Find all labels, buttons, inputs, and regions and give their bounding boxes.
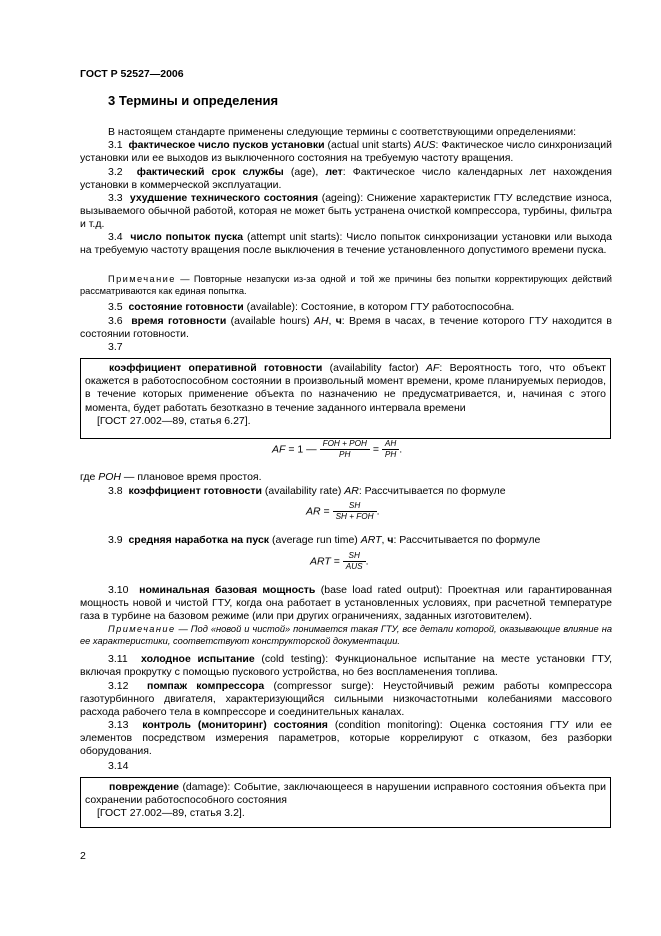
note-2: Примечание — Под «новой и чистой» понимается такая ГТУ, все детали которой, оказывающие влияние на ее характеристики, соответствуют конструкторской документации.: [80, 624, 612, 646]
term-3-9: 3.9 средняя наработка на пуск (average run time) ART, ч: Рассчитывается по формуле: [108, 534, 541, 546]
term-3-8: 3.8 коэффициент готовности (availability rate) AR: Рассчитывается по формуле: [108, 485, 506, 497]
term-3-5: 3.5 состояние готовности (available): Состояние, в котором ГТУ работоспособна.: [108, 301, 515, 313]
term-3-14-reference: [ГОСТ 27.002—89, статья 3.2].: [97, 807, 245, 820]
formula-ar: AR = $\frac{SH}{\text{SH + FOH}}$ .: [306, 501, 380, 521]
term-3-7-definition: коэффициент оперативной готовности (availability factor) AF: Вероятность того, что объект окажется в работоспособном состоянии в произвольный момент времени, кроме планируемых периодов, в течение которых применение объекта по назначению не предусматривается, и, начиная с этого момента, будет работать безотказно в течение заданного интервала времени: [85, 362, 606, 414]
fraction-ah-ph: $\frac{AH}{PH}$: [382, 439, 399, 460]
intro-paragraph: В настоящем стандарте применены следующие термины с соответствующими определениями:: [108, 126, 577, 138]
fraction-foh-poh: $\frac{\text{FOH + POH}}{PH}$: [320, 439, 370, 460]
term-3-12: 3.12 помпаж компрессора (compressor surge): Неустойчивый режим работы компрессора газотурбинного двигателя, характеризующийся сильными низкочастотными колебаниями массового расхода рабочего тела в компрессоре и соединительных каналах.: [80, 680, 612, 719]
term-3-7-reference: [ГОСТ 27.002—89, статья 6.27].: [97, 414, 251, 427]
note-1: Примечание — Повторные незапуски из-за одной и той же причины без попытки корректирующих действий рассматриваются как единая попытка.: [80, 274, 612, 296]
term-3-14-definition: повреждение (damage): Событие, заключающееся в нарушении исправного состояния объекта при сохранении работоспособного состояния: [85, 781, 607, 807]
term-3-6: 3.6 время готовности (available hours) AH, ч: Время в часах, в течение которого ГТУ находится в состоянии готовности.: [80, 315, 612, 341]
term-3-2: 3.2 фактический срок службы (age), лет: Фактическое число календарных лет нахождения установки в коммерческой эксплуатации.: [80, 166, 612, 192]
fraction-sh-sh-foh: $\frac{SH}{\text{SH + FOH}}$: [333, 501, 377, 522]
section-title: 3 Термины и определения: [108, 93, 279, 108]
fraction-sh-aus: $\frac{SH}{\text{AUS}}$: [343, 551, 366, 572]
term-3-11: 3.11 холодное испытание (cold testing): Функциональное испытание на месте установки ГТУ, включая прокрутку с помощью пускового устройства, но без воспламенения топлива.: [80, 653, 613, 679]
term-3-7-number: 3.7: [108, 341, 123, 353]
term-3-13: 3.13 контроль (мониторинг) состояния (condition monitoring): Оценка состояния ГТУ или ее элементов посредством измерения параметров, которые коррелируют с отказом, без разборки оборудования.: [80, 719, 612, 758]
term-3-4: 3.4 число попыток пуска (attempt unit starts): Число попыток синхронизации установки или выхода на требуемую частоту вращения после выключения в течение установленного допустимого времени пуска.: [80, 231, 613, 257]
formula-art: ART = $\frac{SH}{\text{AUS}}$ .: [310, 551, 369, 571]
term-3-14-number: 3.14: [108, 760, 129, 772]
where-poh: где POH — плановое время простоя.: [80, 471, 262, 483]
formula-af: AF = 1 — $\frac{\text{FOH + POH}}{PH}$ = $\frac{AH}{PH}$ .: [272, 439, 403, 459]
term-3-14-box: [80, 777, 611, 828]
page-number: 2: [80, 850, 86, 862]
term-3-3: 3.3 ухудшение технического состояния (ageing): Снижение характеристик ГТУ вследствие износа, вызываемого обычной работой, которая не может быть устранена очисткой компрессора, турбины, фильтра и т.д.: [80, 192, 612, 231]
term-3-10: 3.10 номинальная базовая мощность (base load rated output): Проектная или гарантированная мощность новой и чистой ГТУ, когда она работает в установленных условиях, при расчетной температуре газа в турбине на базовом режиме (или при других ограничениях, заданных изготовителем).: [80, 584, 612, 623]
term-3-1: 3.1 фактическое число пусков установки (actual unit starts) AUS: Фактическое число синхронизаций установки или ее выходов из выключенного состояния на требуемую частоту вращения.: [80, 139, 613, 165]
document-code: ГОСТ Р 52527—2006: [80, 68, 184, 80]
term-3-7-box: [80, 358, 611, 439]
